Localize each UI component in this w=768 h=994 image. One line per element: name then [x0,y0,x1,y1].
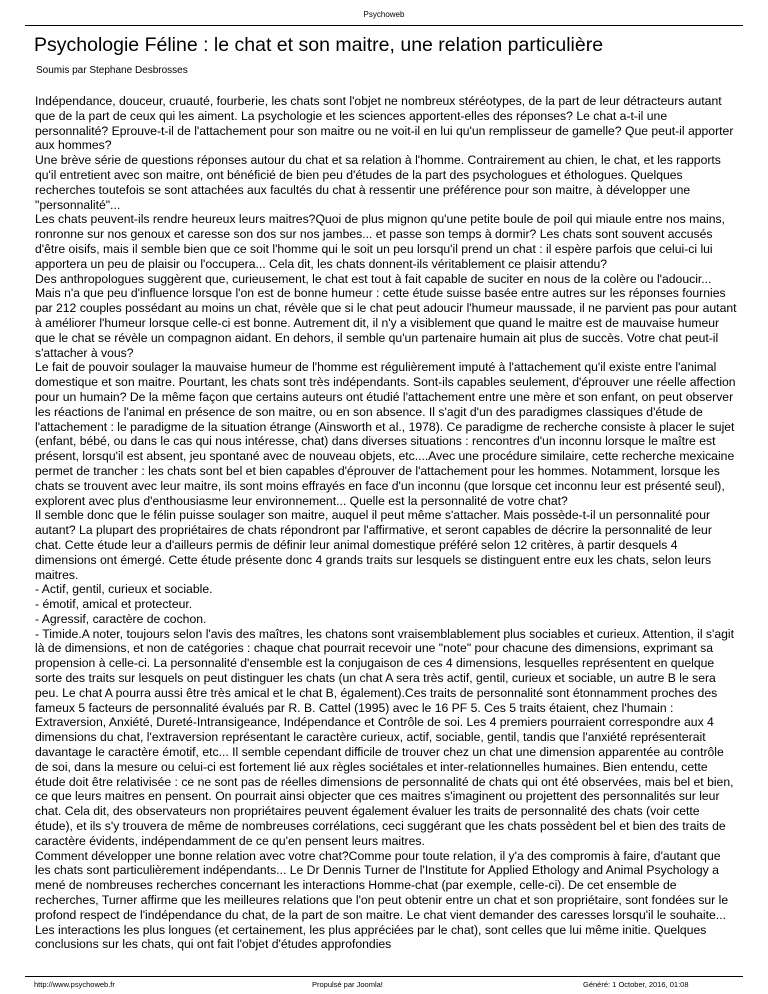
footer-generated-date: Généré: 1 October, 2016, 01:08 [583,980,689,989]
list-item: - Agressif, caractère de cochon. [35,611,207,626]
list-item: - émotif, amical et protecteur. [35,597,193,612]
list-item: - Actif, gentil, curieux et sociable. [35,582,213,597]
list-item: - Timide.A noter, toujours selon l'avis des maîtres, les chatons sont vraisemblablement plus sociables et curieux. Attention, il s'agit là de dimensions, et non de catégories : chaque chat pourrait recevoir une "note" pour chacune des dimensions, exprimant sa propension à celle-ci. La personnalité d'ensemble est la conjugaison de ces 4 dimensions, lesquelles représentent en quelque sorte des traits sur lesquels on peut distinguer les chats (un chat A sera très actif, gentil, curieux et sociable, un autre B le sera peu. Le chat A pourra aussi être très amical et le chat B, également).Ces traits de personnalité sont étonnamment proches des fameux 5 facteurs de personnalité évalués par R. B. Cattel (1995) avec le 16 PF 5. Ces 5 traits étaient, chez l'humain : Extraversion, Anxiété, Dureté-Intransigeance, Indépendance et Contrôle de soi. Les 4 premiers pourraient correspondre aux 4 dimensions du chat, l'extraversion représentant le caractère curieux, actif, sociable, gentil, tandis que l'anxiété représenterait davantage le caractère émotif, etc... Il semble cependant difficile de trouver chez un chat une dimension apparentée au contrôle de soi, dans la mesure ou celui-ci est fortement lié aux règles sociétales et inter-relationnelles humaines. Bien entendu, cette étude doit être relativisée : ce ne sont pas de réelles dimensions de personnalité de chats qui ont été observées, mais bel et bien, ce que leurs maitres en pensent. On pourrait ainsi objecter que ces maitres s'imaginent ou projettent des personnalités sur leur chat. Cela dit, des observateurs non propriétaires peuvent également évaluer les traits de personnalité des chats (voir cette étude), et ils s'y trouvera de même de nombreuses corrélations, ceci suggérant que les chats possèdent bel et bien des traits de caractère évidents, indépendamment de ce qu'en pensent leurs maitres. [35,626,735,848]
article-byline: Soumis par Stephane Desbrosses [36,65,188,76]
footer-divider [25,976,743,977]
paragraph: Les chats peuvent-ils rendre heureux leurs maitres?Quoi de plus mignon qu'une petite boule de poil qui miaule entre nos mains, ronronne sur nos genoux et caresse son dos sur nos jambes... et passe son temps à dormir? Les chats sont souvent accusés d'être oisifs, mais il semble bien que ce soit l'homme qui le soit un peu lorsqu'il prend un chat : il espère parfois que celui-ci lui apportera un peu de plaisir ou l'occupera... Cela dit, les chats donnent-ils véritablement ce plaisir attendu? [35,212,725,271]
footer-url-link[interactable]: http://www.psychoweb.fr [34,980,115,989]
paragraph: Une brève série de questions réponses autour du chat et sa relation à l'homme. Contrairement au chien, le chat, et les rapports qu'il entretient avec son maitre, ont bénéficié de bien peu d'études de la part des psychologues et éthologues. Quelques recherches toutefois se sont attachées aux facultés du chat à ressentir une préférence pour son maitre, à développer une "personnalité"... [35,153,721,212]
paragraph: Comment développer une bonne relation avec votre chat?Comme pour toute relation, il y'a des compromis à faire, d'autant que les chats sont particulièrement indépendants... Le Dr Dennis Turner de l'Institute for Applied Ethology and Animal Psychology a mené de nombreuses recherches concernant les interactions Homme-chat (par exemple, celle-ci). De cet ensemble de recherches, Turner affirme que les meilleures relations que l'on peut obtenir entre un chat et son propriétaire, sont fondées sur le profond respect de l'indépendance du chat, de la part de son maitre. Le chat vient demander des caresses lorsqu'il le souhaite... Les interactions les plus longues (et certainement, les plus appréciées par le chat), sont celles que lui même initie. Quelques conclusions sur les chats, qui ont fait l'objet d'études approfondies [35,848,729,952]
paragraph: Des anthropologues suggèrent que, curieusement, le chat est tout à fait capable de suciter en nous de la colère ou l'adoucir... Mais n'a que peu d'influence lorsque l'on est de bonne humeur : cette étude suisse basée entre autres sur les réponses fournies par 212 couples possédant au moins un chat, révèle que si le chat peut adoucir l'humeur maussade, il ne parvient pas pour autant à améliorer l'humeur lorsque celle-ci est bonne. Autrement dit, il n'y a visiblement que quand le maitre est de mauvaise humeur que le chat se révèle un compagnon aidant. En dehors, il semble qu'un partenaire humain ait plus de succès. Votre chat peut-il s'attacher à vous? [35,271,737,360]
paragraph: Indépendance, douceur, cruauté, fourberie, les chats sont l'objet ne nombreux stéréotypes, de la part de leur détracteurs autant que de la part de ceux qui les aiment. La psychologie et les sciences apportent-elles des réponses? Le chat a-t-il une personnalité? Eprouve-t-il de l'attachement pour son maitre ou ne voit-il en lui qu'un remplisseur de gamelle? Que peut-il apporter aux hommes? [35,94,734,153]
footer-powered-by: Propulsé par Joomla! [312,980,383,989]
article-title: Psychologie Féline : le chat et son maitre, une relation particulière [34,34,604,56]
article-body [35,94,737,952]
site-header: Psychoweb [363,10,405,19]
paragraph: Le fait de pouvoir soulager la mauvaise humeur de l'homme est régulièrement imputé à l'attachement qu'il existe entre l'animal domestique et son maitre. Pourtant, les chats sont très indépendants. Sont-ils capables seulement, d'éprouver une réelle affection pour un humain? De la même façon que certains auteurs ont étudié l'attachement entre une mère et son enfant, on peut observer les réactions de l'animal en présence de son maitre, ou en son absence. Il s'agit d'un des paradigmes classiques d'étude de l'attachement : le paradigme de la situation étrange (Ainsworth et al., 1978). Ce paradigme de recherche consiste à placer le sujet (enfant, bébé, ou dans le cas qui nous intéresse, chat) dans diverses situations : rencontres d'un inconnu lorsque le maître est présent, lorsqu'il est absent, jeu spontané avec de nouveau objets, etc....Avec une procédure similaire, cette recherche mexicaine permet de trancher : les chats sont bel et bien capables d'éprouver de l'attachement pour les hommes. Notamment, lorsque les chats se trouvent avec leur maitre, ils sont moins effrayés en face d'un inconnu (que lorsque cet inconnu leur est présenté seul), explorent avec plus d'enthousiasme leur environnement... Quelle est la personnalité de votre chat? [35,360,736,508]
header-divider [25,25,743,26]
paragraph: Il semble donc que le félin puisse soulager son maitre, auquel il peut même s'attacher. Mais possède-t-il un personnalité pour autant? La plupart des propriétaires de chats répondront par l'affirmative, et seront capables de décrire la personnalité de leur chat. Cette étude leur a d'ailleurs permis de définir leur animal domestique préféré selon 12 critères, à partir desquels 4 dimensions ont émergé. Cette étude présente donc 4 grands traits sur lesquels se distinguent entre eux les chats, selon leurs maitres. [35,508,712,582]
